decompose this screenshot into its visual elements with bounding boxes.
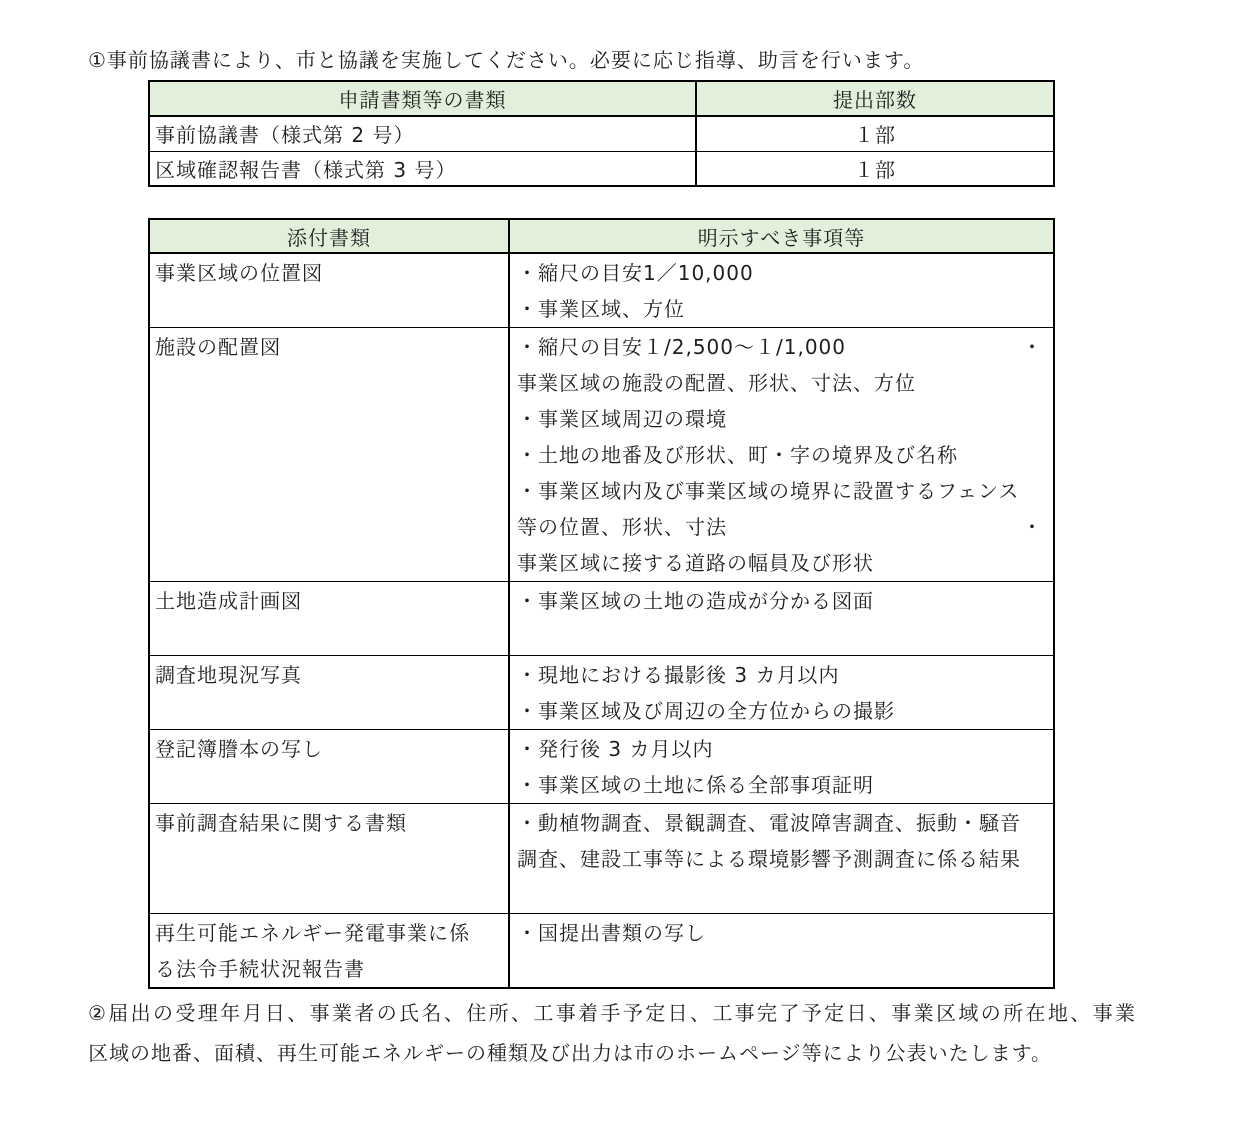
application-table-header-row <box>149 81 1054 116</box>
required-items-header: 明示すべき事項等 <box>509 219 1054 253</box>
detail-line <box>517 329 1043 365</box>
attachment-name-cell <box>149 804 509 914</box>
detail-line <box>517 619 1043 655</box>
detail-line: ・事業区域の土地の造成が分かる図面 <box>517 589 874 613</box>
attachment-name-cell <box>149 656 509 730</box>
detail-line: ・縮尺の目安1／10,000 <box>517 261 754 285</box>
detail-line: ・事業区域内及び事業区域の境界に設置するフェンス <box>517 479 1020 503</box>
attachment-table-row <box>149 804 1054 914</box>
required-items-cell <box>509 804 1054 914</box>
detail-line: ・発行後 3 カ月以内 <box>517 737 714 761</box>
document-name-cell: 事前協議書（様式第 2 号） <box>149 116 696 151</box>
publication-note-line-2: 区域の地番、面積、再生可能エネルギーの種類及び出力は市のホームページ等により公表いたします。 <box>88 1041 1052 1065</box>
attachment-table-header-row <box>149 219 1054 253</box>
attachment-table-row <box>149 656 1054 730</box>
detail-text: ・縮尺の目安１/2,500～１/1,000 <box>517 335 846 359</box>
application-documents-table <box>148 80 1055 187</box>
attachment-table-row <box>149 730 1054 804</box>
required-items-cell <box>509 656 1054 730</box>
application-docs-header: 申請書類等の書類 <box>149 81 696 116</box>
detail-line: ・事業区域周辺の環境 <box>517 407 727 431</box>
detail-line <box>517 877 1043 913</box>
detail-line: ・動植物調査、景観調査、電波障害調査、振動・騒音 <box>517 811 1021 835</box>
label-line: る法令手続状況報告書 <box>155 957 365 981</box>
attachment-table-row <box>149 914 1054 989</box>
detail-line: ・事業区域及び周辺の全方位からの撮影 <box>517 699 895 723</box>
application-table-row <box>149 151 1054 186</box>
label-line: 登記簿謄本の写し <box>155 737 323 761</box>
copies-header: 提出部数 <box>696 81 1054 116</box>
detail-text: 等の位置、形状、寸法 <box>517 515 727 539</box>
pre-consultation-note: ①事前協議書により、市と協議を実施してください。必要に応じ指導、助言を行います。 <box>88 48 925 72</box>
attachment-documents-table <box>148 218 1055 989</box>
label-line: 調査地現況写真 <box>155 663 302 687</box>
copies-cell: １部 <box>696 151 1054 186</box>
attachment-name-cell <box>149 914 509 989</box>
required-items-cell <box>509 914 1054 989</box>
attachment-table-body <box>149 253 1054 988</box>
label-line: 事前調査結果に関する書類 <box>155 811 407 835</box>
wrapped-bullet: ・ <box>1022 335 1043 359</box>
publication-note <box>88 993 1136 1073</box>
label-line: 再生可能エネルギー発電事業に係 <box>155 921 470 945</box>
attachment-name-cell <box>149 328 509 582</box>
attachment-name-cell <box>149 253 509 328</box>
required-items-cell <box>509 328 1054 582</box>
attachment-table-row <box>149 328 1054 582</box>
detail-line: 事業区域に接する道路の幅員及び形状 <box>517 551 874 575</box>
detail-line: ・事業区域、方位 <box>517 297 685 321</box>
attachment-table-row <box>149 582 1054 656</box>
required-items-cell <box>509 582 1054 656</box>
application-table-row <box>149 116 1054 151</box>
attachment-name-cell <box>149 730 509 804</box>
label-line: 土地造成計画図 <box>155 589 302 613</box>
attachment-table-row <box>149 253 1054 328</box>
detail-line <box>517 509 1043 545</box>
copies-cell: １部 <box>696 116 1054 151</box>
detail-line: ・土地の地番及び形状、町・字の境界及び名称 <box>517 443 958 467</box>
label-line: 事業区域の位置図 <box>155 261 323 285</box>
detail-line: 事業区域の施設の配置、形状、寸法、方位 <box>517 371 916 395</box>
wrapped-bullet: ・ <box>1022 515 1043 539</box>
required-items-cell <box>509 253 1054 328</box>
attachment-name-cell <box>149 582 509 656</box>
detail-line: ・国提出書類の写し <box>517 921 706 945</box>
detail-line: ・事業区域の土地に係る全部事項証明 <box>517 773 874 797</box>
label-line: 施設の配置図 <box>155 335 281 359</box>
required-items-cell <box>509 730 1054 804</box>
document-name-cell: 区域確認報告書（様式第 3 号） <box>149 151 696 186</box>
application-table-body <box>149 116 1054 186</box>
detail-line: ・現地における撮影後 3 カ月以内 <box>517 663 840 687</box>
publication-note-line-1: ②届出の受理年月日、事業者の氏名、住所、工事着手予定日、工事完了予定日、事業区域の所在地、事業 <box>88 1001 1136 1025</box>
detail-line: 調査、建設工事等による環境影響予測調査に係る結果 <box>517 847 1021 871</box>
attachment-docs-header: 添付書類 <box>149 219 509 253</box>
